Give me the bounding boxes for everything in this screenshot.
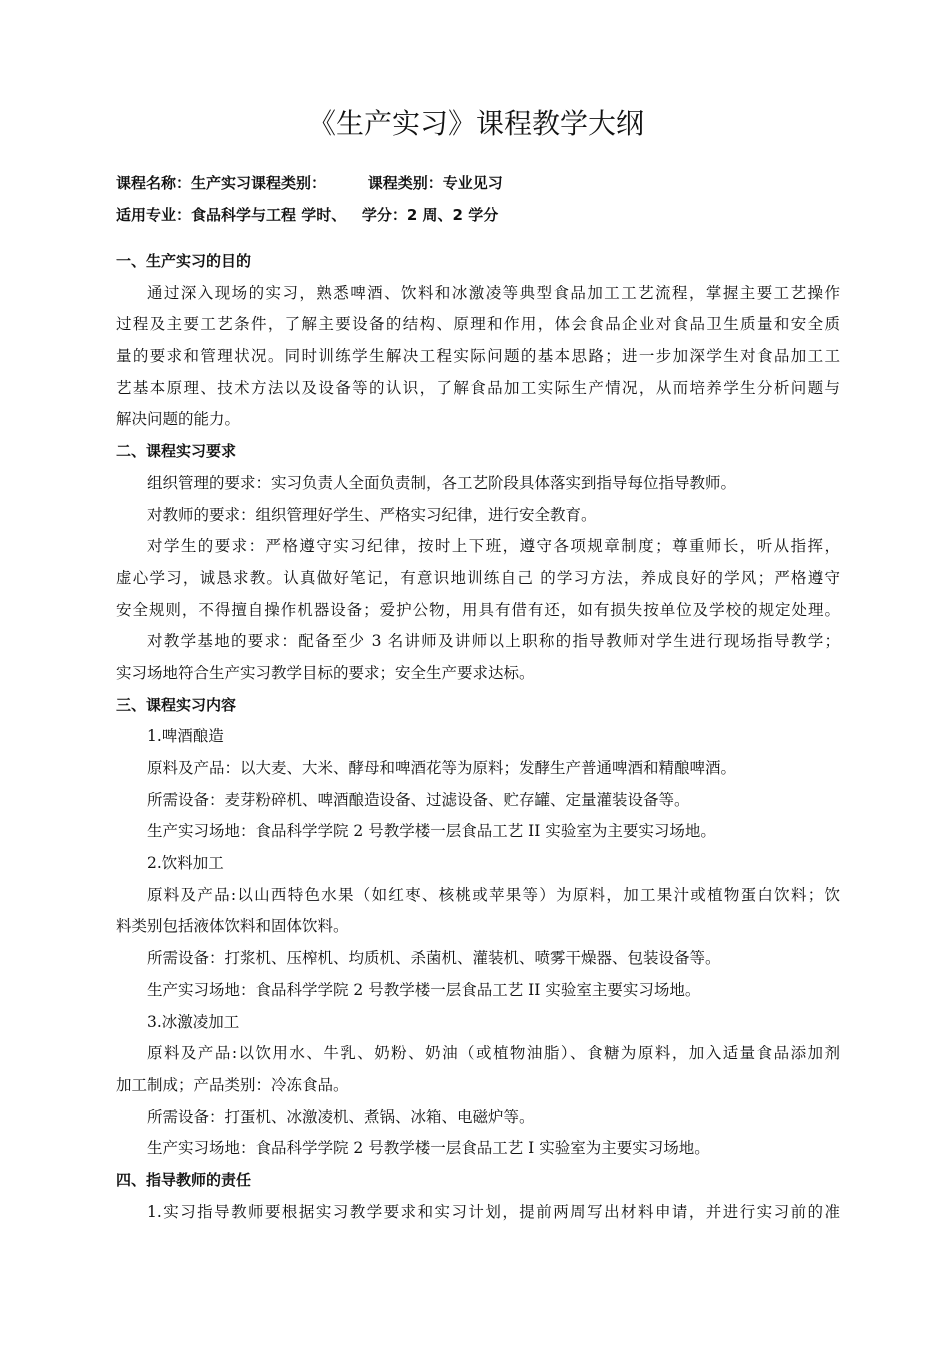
course-info-line: 课程名称：生产实习课程类别： 课程类别：专业见习 xyxy=(116,174,503,192)
major-credit-line: 适用专业：食品科学与工程 学时、 学分：2 周、2 学分 xyxy=(116,206,499,224)
paragraph-line: 对教学基地的要求：配备至少 3 名讲师及讲师以上职称的指导教师对学生进行现场指导教学； xyxy=(147,632,840,651)
paragraph-line: 加工制成；产品类别：冷冻食品。 xyxy=(116,1075,349,1094)
paragraph-line: 料类别包括液体饮料和固体饮料。 xyxy=(116,917,349,936)
paragraph-line: 原料及产品:以山西特色水果（如红枣、核桃或苹果等）为原料，加工果汁或植物蛋白饮料；饮 xyxy=(147,885,840,904)
section-heading: 三、课程实习内容 xyxy=(116,695,237,714)
paragraph-line: 1.啤酒酿造 xyxy=(147,727,224,746)
paragraph-line: 所需设备：打浆机、压榨机、均质机、杀菌机、灌装机、喷雾干燥器、包装设备等。 xyxy=(147,949,721,968)
section-heading: 二、课程实习要求 xyxy=(116,442,237,461)
paragraph-line: 生产实习场地：食品科学学院 2 号教学楼一层食品工艺 II 实验室为主要实习场地。 xyxy=(147,822,716,841)
paragraph-line: 组织管理的要求：实习负责人全面负责制，各工艺阶段具体落实到指导每位指导教师。 xyxy=(147,473,737,492)
paragraph-line: 原料及产品：以大麦、大米、酵母和啤酒花等为原料；发酵生产普通啤酒和精酿啤酒。 xyxy=(147,759,737,777)
paragraph-line: 对教师的要求：组织管理好学生、严格实习纪律，进行安全教育。 xyxy=(147,505,597,524)
paragraph-line: 量的要求和管理状况。同时训练学生解决工程实际问题的基本思路；进一步加深学生对食品加工工 xyxy=(116,347,840,366)
paragraph-line: 1.实习指导教师要根据实习教学要求和实习计划，提前两周写出材料申请，并进行实习前的准 xyxy=(147,1202,840,1221)
paragraph-line: 所需设备：打蛋机、冰激凌机、煮锅、冰箱、电磁炉等。 xyxy=(147,1107,535,1126)
paragraph-line: 原料及产品:以饮用水、牛乳、奶粉、奶油（或植物油脂）、食糖为原料，加入适量食品添加剂 xyxy=(147,1044,840,1063)
paragraph-line: 通过深入现场的实习，熟悉啤酒、饮料和冰激凌等典型食品加工工艺流程，掌握主要工艺操作 xyxy=(147,283,840,302)
document-title: 《生产实习》课程教学大纲 xyxy=(307,107,644,140)
paragraph-line: 过程及主要工艺条件，了解主要设备的结构、原理和作用，体会食品企业对食品卫生质量和安全质 xyxy=(116,315,840,334)
section-heading: 四、指导教师的责任 xyxy=(116,1170,252,1189)
section-heading: 一、生产实习的目的 xyxy=(116,252,252,270)
paragraph-line: 艺基本原理、技术方法以及设备等的认识，了解食品加工实际生产情况，从而培养学生分析问题与 xyxy=(116,378,840,397)
paragraph-line: 所需设备：麦芽粉碎机、啤酒酿造设备、过滤设备、贮存罐、定量灌装设备等。 xyxy=(147,790,690,809)
paragraph-line: 生产实习场地：食品科学学院 2 号教学楼一层食品工艺 II 实验室主要实习场地。 xyxy=(147,980,701,999)
paragraph-line: 对学生的要求：严格遵守实习纪律，按时上下班，遵守各项规章制度；尊重师长，听从指挥， xyxy=(147,537,840,556)
paragraph-line: 实习场地符合生产实习教学目标的要求；安全生产要求达标。 xyxy=(116,663,535,682)
paragraph-line: 生产实习场地：食品科学学院 2 号教学楼一层食品工艺 I 实验室为主要实习场地。 xyxy=(147,1139,710,1158)
paragraph-line: 安全规则，不得擅自操作机器设备；爱护公物，用具有借有还，如有损失按单位及学校的规定处理。 xyxy=(116,600,840,619)
paragraph-line: 3.冰激凌加工 xyxy=(147,1012,240,1031)
document-body xyxy=(116,246,840,1228)
paragraph-line: 2.饮料加工 xyxy=(147,854,224,873)
paragraph-line: 虚心学习，诚恳求教。认真做好笔记，有意识地训练自己 的学习方法，养成良好的学风；严格遵守 xyxy=(116,568,840,587)
paragraph-line: 解决问题的能力。 xyxy=(116,410,241,429)
